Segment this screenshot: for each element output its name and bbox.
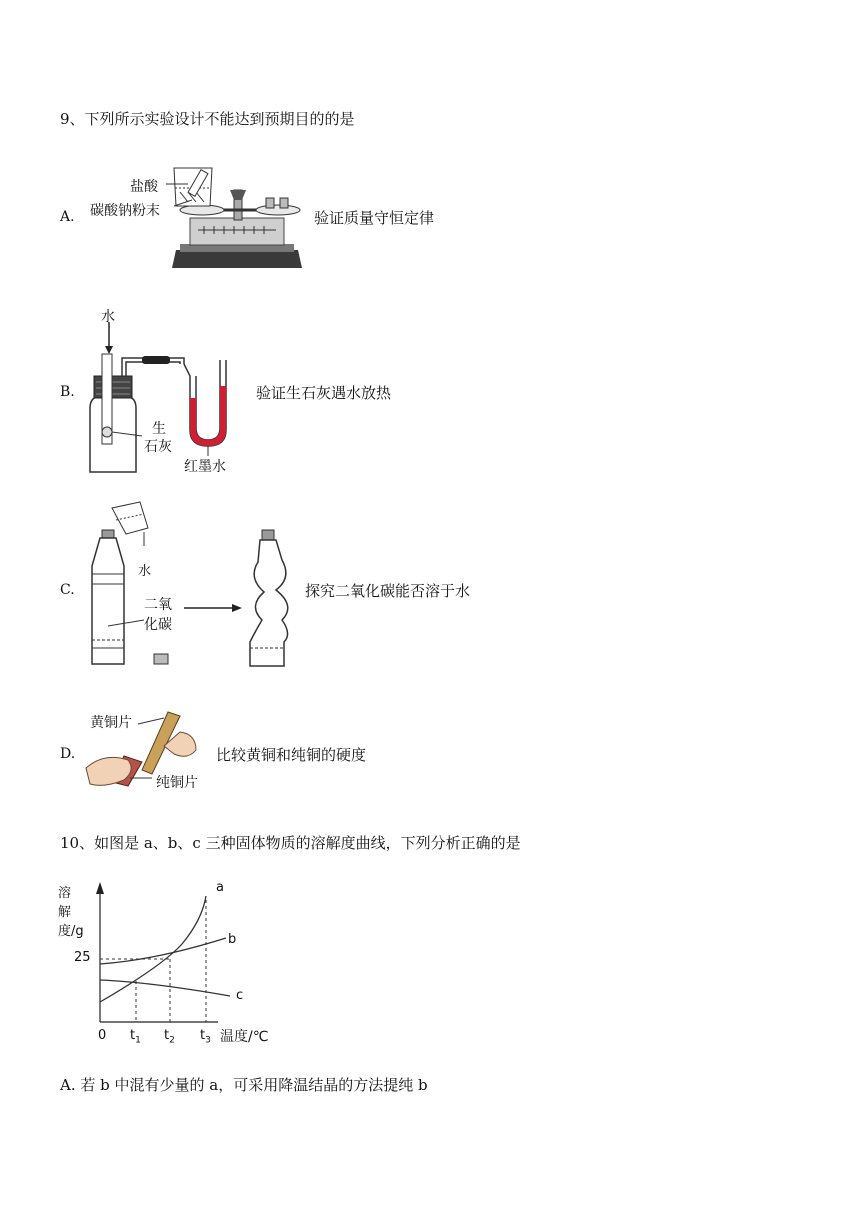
option-c-caption: 探究二氧化碳能否溶于水 bbox=[305, 582, 471, 600]
chart-xtick-t2: $t_2$ bbox=[164, 1028, 175, 1046]
co2-bottle-figure bbox=[86, 498, 306, 674]
label-brass: 黄铜片 bbox=[90, 715, 132, 731]
option-a-caption: 验证质量守恒定律 bbox=[314, 209, 435, 227]
label-red-ink: 红墨水 bbox=[184, 459, 226, 475]
option-d-letter: D. bbox=[60, 746, 76, 762]
question-10-stem: 10、如图是 a、b、c 三种固体物质的溶解度曲线，下列分析正确的是 bbox=[60, 834, 521, 852]
label-co2-1: 二氧 bbox=[144, 597, 172, 613]
label-sodium-carbonate: 碳酸钠粉末 bbox=[90, 203, 160, 219]
chart-series-a-label: a bbox=[216, 880, 224, 895]
label-pure-copper: 纯铜片 bbox=[156, 775, 198, 791]
question-10-option-a: A. 若 b 中混有少量的 a，可采用降温结晶的方法提纯 b bbox=[60, 1076, 428, 1094]
label-hydrochloric-acid: 盐酸 bbox=[130, 179, 158, 195]
solubility-curve-c bbox=[100, 980, 230, 996]
chart-xtick-t1: $t_1$ bbox=[130, 1028, 141, 1046]
solubility-chart-svg bbox=[56, 870, 316, 1055]
question-9-stem: 9、下列所示实验设计不能达到预期目的的是 bbox=[60, 110, 355, 128]
option-b-caption: 验证生石灰遇水放热 bbox=[256, 384, 392, 402]
chart-series-c-label: c bbox=[236, 988, 244, 1003]
solubility-curve-b bbox=[100, 938, 226, 964]
label-quicklime-1: 生 bbox=[152, 421, 166, 437]
chart-xtick-t3: $t_3$ bbox=[200, 1028, 211, 1046]
co2-bottle-illustration bbox=[86, 498, 306, 674]
chart-xlabel: 温度/℃ bbox=[220, 1029, 269, 1045]
option-d-caption: 比较黄铜和纯铜的硬度 bbox=[216, 746, 367, 764]
chart-ylabel: 溶解度/g bbox=[58, 886, 84, 939]
solubility-chart bbox=[56, 870, 316, 1055]
option-a-letter: A. bbox=[60, 209, 75, 225]
chart-series-b-label: b bbox=[228, 932, 237, 947]
label-water-c: 水 bbox=[138, 564, 152, 579]
label-co2-2: 化碳 bbox=[144, 617, 172, 633]
option-b-letter: B. bbox=[60, 384, 75, 400]
label-quicklime-2: 石灰 bbox=[144, 439, 172, 455]
chart-origin: 0 bbox=[98, 1028, 107, 1043]
label-water-b: 水 bbox=[101, 309, 115, 325]
option-c-letter: C. bbox=[60, 582, 75, 598]
chart-ytick-25: 25 bbox=[74, 950, 91, 965]
